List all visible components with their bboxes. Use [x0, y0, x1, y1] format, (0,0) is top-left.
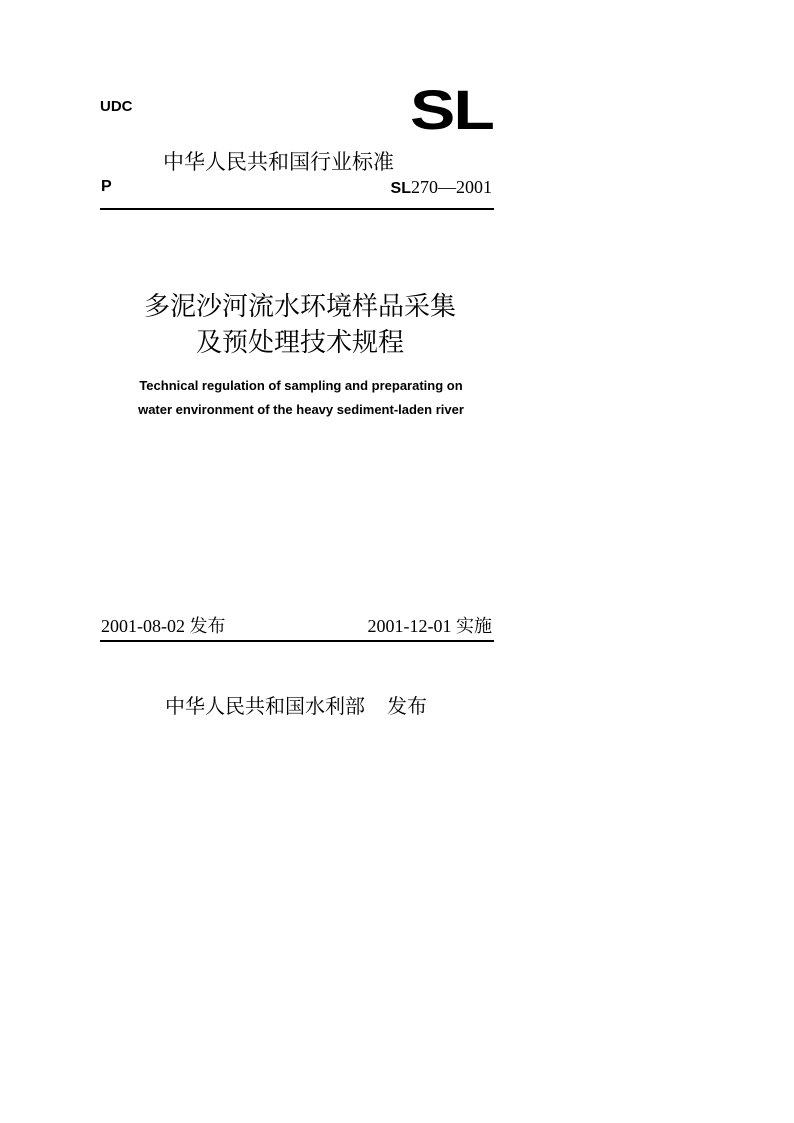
header-divider: [100, 208, 494, 210]
title-cn-line-2: 及预处理技术规程: [195, 328, 404, 358]
udc-label: UDC: [100, 98, 133, 115]
sl-logo: SL: [410, 78, 493, 142]
title-en-line-1: Technical regulation of sampling and preparating on: [139, 378, 463, 393]
standard-number-value: 270—2001: [411, 177, 492, 197]
publisher-label: 发布: [387, 694, 427, 718]
implementation-date: [368, 612, 493, 638]
standard-prefix: SL: [390, 180, 411, 197]
dates-divider: [100, 640, 494, 642]
impl-label: 实施: [456, 616, 492, 637]
issue-date: [101, 612, 226, 638]
classification-code: P: [101, 178, 112, 195]
publisher-org: 中华人民共和国水利部: [165, 694, 365, 718]
industry-standard-heading: 中华人民共和国行业标准: [163, 150, 394, 174]
publisher: [165, 690, 427, 719]
title-cn-line-1: 多泥沙河流水环境样品采集: [143, 292, 456, 322]
issue-date-value: 2001-08-02: [101, 616, 185, 636]
title-en-line-2: water environment of the heavy sediment-laden river: [138, 402, 464, 417]
standard-number: [391, 177, 492, 198]
impl-date-value: 2001-12-01: [367, 616, 452, 636]
issue-label: 发布: [189, 616, 226, 637]
